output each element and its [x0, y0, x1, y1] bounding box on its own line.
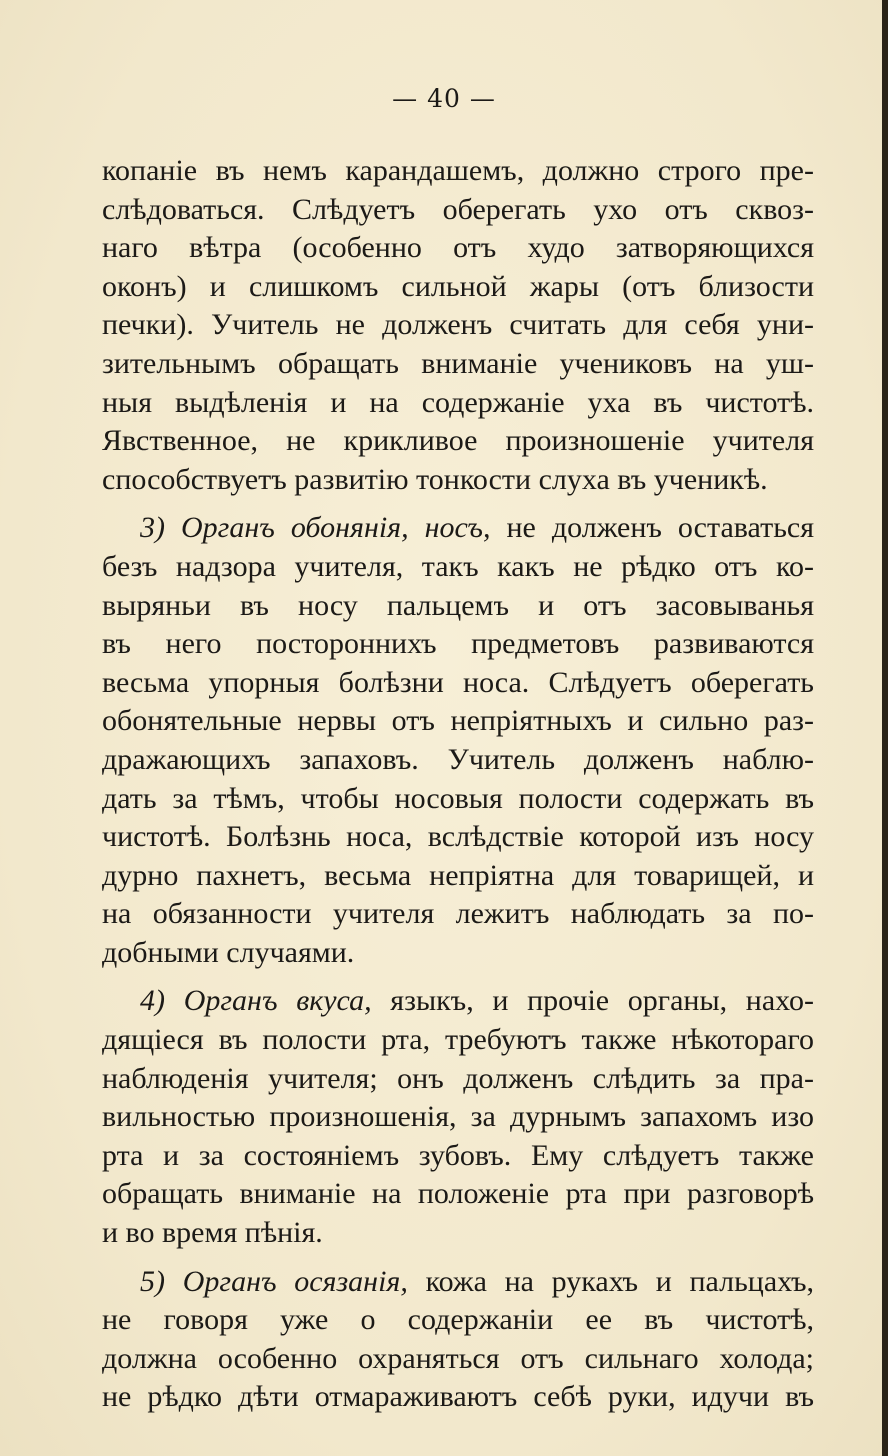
text-line: дать за тѣмъ, чтобы носовыя полости содержать въ — [102, 781, 814, 815]
page-number: — 40 — — [392, 84, 496, 113]
text-line: вильностью произношенія, за дурнымъ запахомъ изо — [102, 1100, 814, 1134]
text-line: Явственное, не крикливое произношеніе учителя — [102, 424, 814, 458]
text-line: должна особенно охраняться отъ сильнаго холода; — [102, 1341, 814, 1375]
paragraph-5-first-line — [102, 1263, 814, 1302]
line-text: кожа на рукахъ и пальцахъ, — [425, 1264, 814, 1298]
text-line: печки). Учитель не долженъ считать для себя уни- — [102, 308, 814, 342]
text-line: обонятельные нервы отъ непріятныхъ и сильно раз- — [102, 704, 814, 738]
line-text: языкъ, и прочіе органы, нахо- — [390, 984, 814, 1018]
text-line: и во время пѣнія. — [102, 1216, 323, 1250]
text-line: на обязанности учителя лежитъ наблюдать за по- — [102, 897, 814, 931]
paragraph-number: 3) — [140, 511, 165, 545]
section-heading: Органъ осязанія, — [182, 1264, 408, 1298]
paragraph-gap — [102, 972, 814, 982]
text-line: безъ надзора учителя, такъ какъ не рѣдко отъ ко- — [102, 549, 814, 583]
paragraph-4-first-line — [102, 982, 814, 1021]
text-line: обращать вниманіе на положеніе рта при разговорѣ — [102, 1177, 814, 1211]
paragraph-gap — [102, 1253, 814, 1263]
text-line: оконъ) и слишкомъ сильной жары (отъ близости — [102, 269, 814, 303]
text-line: копаніе въ немъ карандашемъ, должно строго пре- — [102, 154, 814, 187]
body-text — [102, 152, 814, 1417]
text-line: чистотѣ. Болѣзнь носа, вслѣдствіе которой изъ носу — [102, 820, 814, 854]
text-line: выряньи въ носу пальцемъ и отъ засовыванья — [102, 588, 814, 622]
text-line: рта и за состояніемъ зубовъ. Ему слѣдуетъ также — [102, 1138, 814, 1172]
section-heading: Органъ вкуса, — [183, 984, 372, 1018]
text-line: весьма упорныя болѣзни носа. Слѣдуетъ оберегать — [102, 665, 814, 699]
text-line: наблюденія учителя; онъ долженъ слѣдить за пра- — [102, 1061, 814, 1095]
text-line: наго вѣтра (особенно отъ худо затворяющихся — [102, 231, 814, 265]
text-line: слѣдоваться. Слѣдуетъ оберегать ухо отъ сквоз- — [102, 192, 814, 226]
page-edge — [882, 0, 888, 1456]
text-line: зительнымъ обращать вниманіе учениковъ на уш- — [102, 346, 814, 380]
text-line: способствуетъ развитію тонкости слуха въ ученикѣ. — [102, 462, 768, 496]
text-line: не рѣдко дѣти отмараживаютъ себѣ руки, идучи въ — [102, 1380, 814, 1414]
section-heading: Органъ обонянія, носъ, — [181, 511, 491, 545]
text-line: не говоря уже о содержаніи ее въ чистотѣ, — [102, 1303, 814, 1337]
text-line: добными случаями. — [102, 935, 355, 969]
text-line: дурно пахнетъ, весьма непріятна для товарищей, и — [102, 858, 814, 892]
text-line: дражающихъ запаховъ. Учитель долженъ наблю- — [102, 742, 814, 776]
line-text: не долженъ оставаться — [506, 511, 814, 545]
paragraph-3-first-line — [102, 509, 814, 548]
paragraph-number: 5) — [140, 1264, 165, 1298]
text-line: ныя выдѣленія и на содержаніе уха въ чистотѣ. — [102, 385, 814, 419]
paragraph-gap — [102, 499, 814, 509]
text-line: дящіеся въ полости рта, требуютъ также нѣкотораго — [102, 1023, 814, 1057]
text-line: въ него постороннихъ предметовъ развиваются — [102, 627, 814, 661]
paragraph-number: 4) — [140, 984, 165, 1018]
